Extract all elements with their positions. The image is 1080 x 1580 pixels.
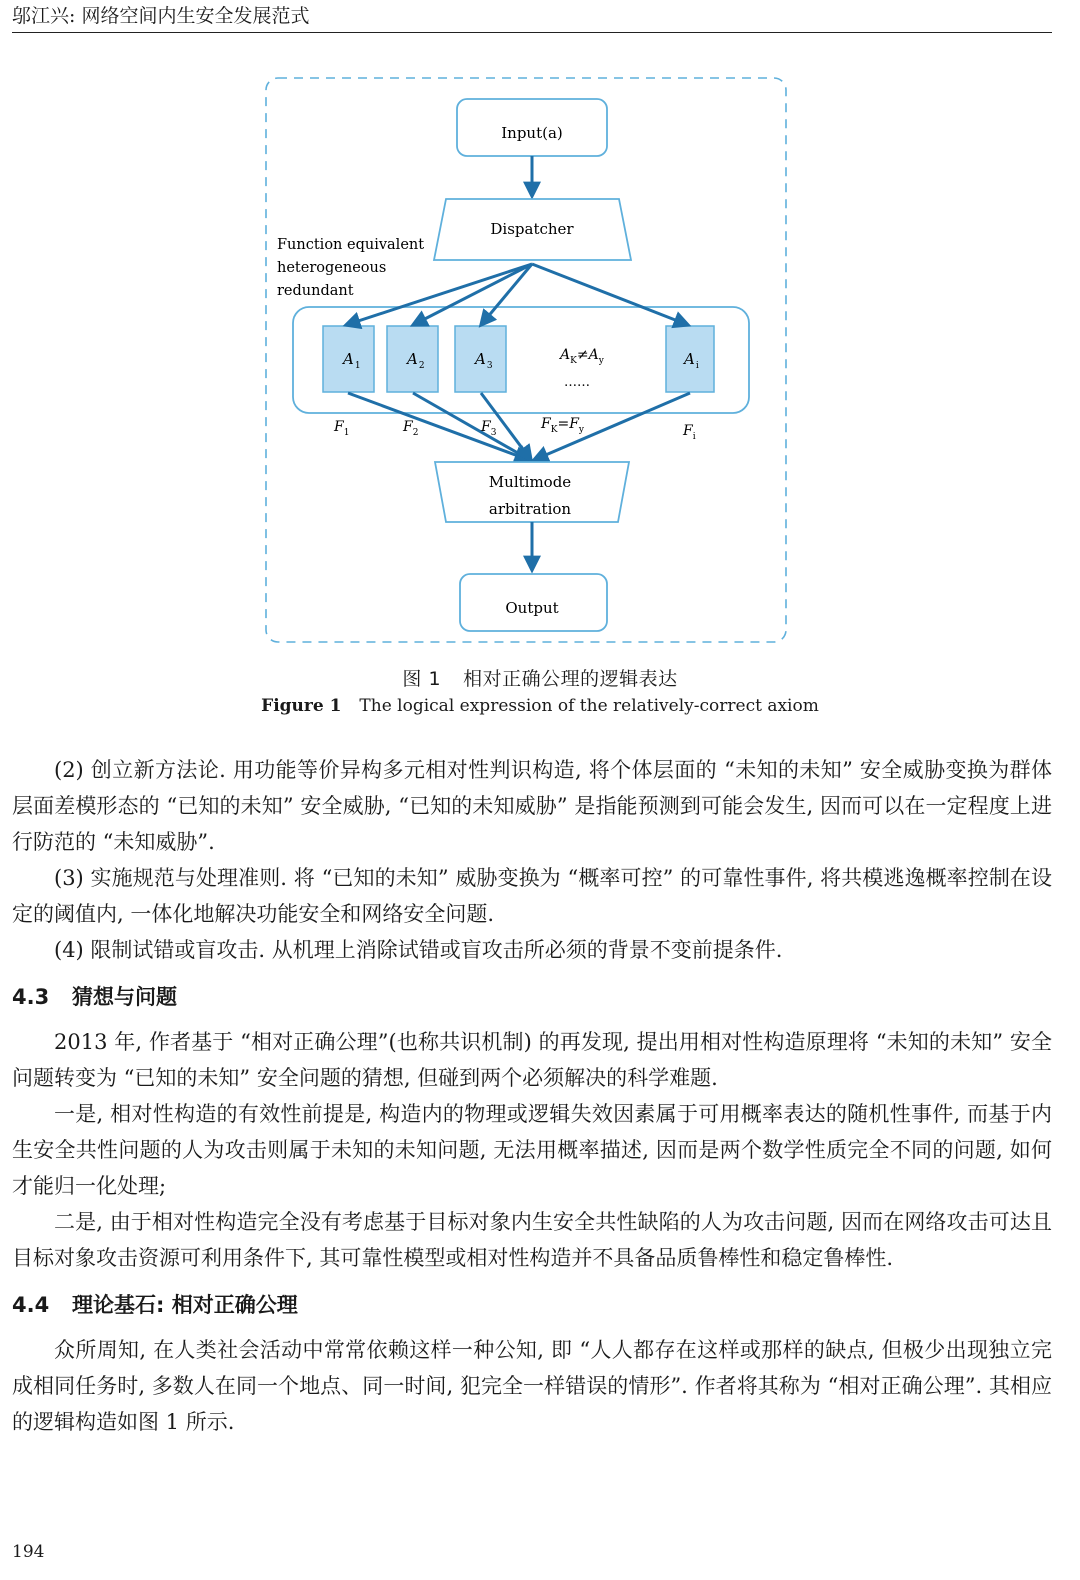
arbiter-label-line-1: Multimode <box>488 473 572 491</box>
dispatch-arrow-ai <box>532 264 688 325</box>
executor-a1-letter: A <box>343 350 354 368</box>
executor-a1-sub: 1 <box>354 361 361 371</box>
executor-ai-letter: A <box>684 350 695 368</box>
result-arrow-a1 <box>348 393 529 460</box>
ellipsis-label: …… <box>564 375 590 390</box>
paragraph-item-4: (4) 限制试错或盲攻击. 从机理上消除试错或盲攻击所必须的背景不变前提条件. <box>54 938 783 962</box>
running-title: 邬江兴: 网络空间内生安全发展范式 <box>12 5 310 27</box>
section-number: 4.3 <box>12 985 50 1009</box>
side-note-line-3: redundant <box>277 283 354 299</box>
executor-ai-sub: i <box>695 361 699 371</box>
executor-a3-letter: A <box>475 350 486 368</box>
caption-cn-number: 图 1 <box>402 668 442 690</box>
equality-label: $F_K=F_y$ <box>541 416 584 435</box>
output-fi: $F_i$ <box>683 423 696 442</box>
inequality-label: $A_K\ne A_y$ <box>560 347 604 366</box>
side-note-line-2: heterogeneous <box>277 260 387 276</box>
paragraph-item-2: (2) 创立新方法论. 用功能等价异构多元相对性判识构造, 将个体层面的 “未知的未知” 安全威胁变换为群体层面差模形态的 “已知的未知” 安全威胁, “已知的未知威胁” 是指能预测到可能会发生, 因而可以在一定程度上进行防范的 “未知威胁”. <box>12 758 1052 854</box>
dispatcher-label: Dispatcher <box>490 220 574 238</box>
side-note-line-1: Function equivalent <box>277 237 425 253</box>
paragraph: 2013 年, 作者基于 “相对正确公理”(也称共识机制) 的再发现, 提出用相对性构造原理将 “未知的未知” 安全问题转变为 “已知的未知” 安全问题的猜想, 但碰到两个必须解决的科学难题. <box>12 1030 1052 1090</box>
executor-a3 <box>455 326 506 392</box>
output-f1: $F_1$ <box>334 419 350 438</box>
section-title: 理论基石: 相对正确公理 <box>72 1293 298 1317</box>
page-number: 194 <box>12 1542 45 1562</box>
caption-en-text: The logical expression of the relatively-correct axiom <box>359 696 819 716</box>
output-label: Output <box>505 599 559 617</box>
caption-en-label: Figure 1 <box>261 696 342 716</box>
figure-diagram <box>0 0 1080 660</box>
executor-a2 <box>387 326 438 392</box>
section-number: 4.4 <box>12 1293 50 1317</box>
output-f2: $F_2$ <box>403 419 419 438</box>
executor-a2-sub: 2 <box>418 361 425 371</box>
caption-cn-text: 相对正确公理的逻辑表达 <box>463 668 678 690</box>
executor-a3-sub: 3 <box>486 361 493 371</box>
section-title: 猜想与问题 <box>72 985 177 1009</box>
paragraph-item-3: (3) 实施规范与处理准则. 将 “已知的未知” 威胁变换为 “概率可控” 的可靠性事件, 将共模逃逸概率控制在设定的阈值内, 一体化地解决功能安全和网络安全问题. <box>12 866 1052 926</box>
executor-a2-letter: A <box>407 350 418 368</box>
input-label: Input(a) <box>501 124 563 142</box>
body-text <box>12 752 1052 1440</box>
arbiter-label-line-2: arbitration <box>488 500 572 518</box>
executor-ai <box>666 326 714 392</box>
executor-a1 <box>323 326 374 392</box>
paragraph: 众所周知, 在人类社会活动中常常依赖这样一种公知, 即 “人人都存在这样或那样的缺点, 但极少出现独立完成相同任务时, 多数人在同一个地点、同一时间, 犯完全一样错误的情形”. 作者将其称为 “相对正确公理”. 其相应的逻辑构造如图 1 所示. <box>12 1338 1052 1434</box>
section-heading-4-3 <box>12 980 1052 1014</box>
output-f3: $F_3$ <box>481 419 497 438</box>
section-heading-4-4 <box>12 1288 1052 1322</box>
paragraph: 二是, 由于相对性构造完全没有考虑基于目标对象内生安全共性缺陷的人为攻击问题, 因而在网络攻击可达且目标对象攻击资源可利用条件下, 其可靠性模型或相对性构造并不具备品质鲁棒性和稳定鲁棒性. <box>12 1210 1052 1270</box>
paragraph: 一是, 相对性构造的有效性前提是, 构造内的物理或逻辑失效因素属于可用概率表达的随机性事件, 而基于内生安全共性问题的人为攻击则属于未知的未知问题, 无法用概率描述, 因而是两个数学性质完全不同的问题, 如何才能归一化处理; <box>12 1102 1052 1198</box>
caption-chinese <box>0 664 1080 691</box>
caption-english <box>0 696 1080 716</box>
dispatch-arrow-a2 <box>413 264 532 325</box>
result-arrow-a2 <box>413 393 530 460</box>
